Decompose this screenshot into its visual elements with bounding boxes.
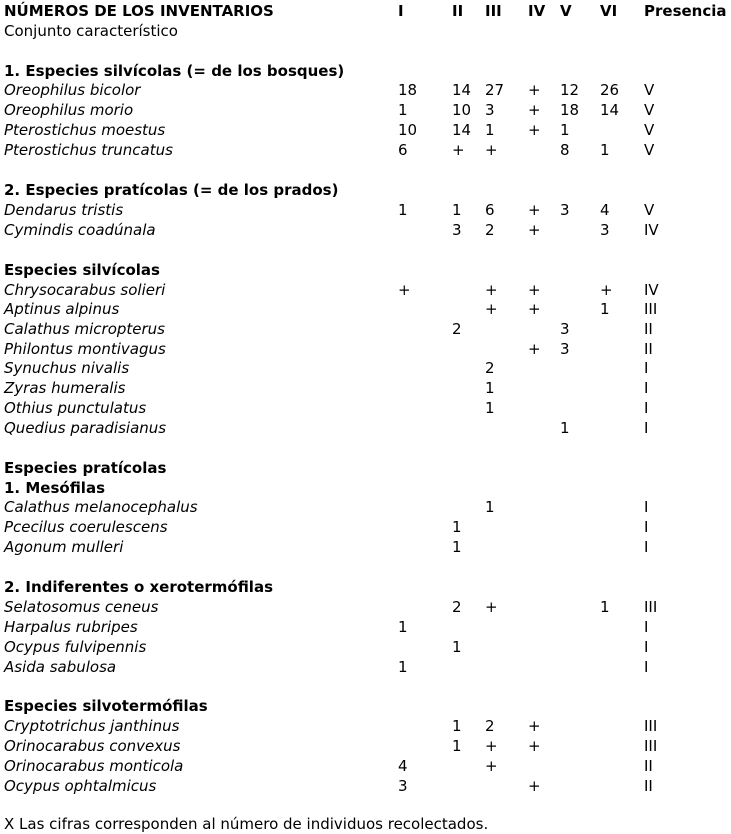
species-name: Synuchus nivalis: [4, 359, 130, 377]
table-row: [0, 378, 731, 398]
cell-col-iii: 2: [485, 717, 495, 735]
cell-col-iv: +: [528, 281, 541, 299]
cell-col-v: 1: [560, 121, 570, 139]
cell-col-vi: 1: [600, 598, 610, 616]
cell-col-v: 3: [560, 201, 570, 219]
cell-col-ii: 1: [452, 201, 462, 219]
header-col-presencia: Presencia: [644, 2, 727, 20]
species-name: Asida sabulosa: [4, 658, 117, 676]
cell-col-v: 8: [560, 141, 570, 159]
cell-col-i: 1: [398, 101, 408, 119]
heading-text: 1. Especies silvícolas (= de los bosques): [4, 62, 345, 80]
cell-col-presencia: III: [644, 717, 658, 735]
heading-text: Conjunto característico: [4, 22, 178, 40]
cell-col-iii: +: [485, 737, 498, 755]
species-name: Pcecilus coerulescens: [4, 518, 168, 536]
heading-text: Especies silvícolas: [4, 261, 160, 279]
heading-text: Especies pratícolas: [4, 459, 167, 477]
species-name: Philontus montivagus: [4, 340, 166, 358]
table-row: [0, 537, 731, 557]
cell-col-ii: 14: [452, 81, 472, 99]
table-row: [0, 617, 731, 637]
cell-col-ii: 10: [452, 101, 472, 119]
cell-col-iii: +: [485, 598, 498, 616]
table-row: [0, 517, 731, 537]
cell-col-iii: +: [485, 300, 498, 318]
table-row: [0, 776, 731, 796]
species-name: Calathus micropterus: [4, 320, 165, 338]
table-row: [0, 736, 731, 756]
cell-col-presencia: V: [644, 201, 655, 219]
cell-col-presencia: I: [644, 538, 649, 556]
species-name: Ocypus ophtalmicus: [4, 777, 157, 795]
header-col-iv: IV: [528, 2, 546, 20]
cell-col-i: 1: [398, 658, 408, 676]
cell-col-presencia: I: [644, 638, 649, 656]
heading-text: 2. Indiferentes o xerotermófilas: [4, 578, 274, 596]
species-name: Pterostichus moestus: [4, 121, 166, 139]
heading-text: 2. Especies pratícolas (= de los prados): [4, 181, 339, 199]
cell-col-presencia: II: [644, 340, 653, 358]
cell-col-ii: 1: [452, 717, 462, 735]
heading-text: Especies silvotermófilas: [4, 697, 208, 715]
cell-col-i: 6: [398, 141, 408, 159]
cell-col-iii: 6: [485, 201, 495, 219]
table-row: [0, 358, 731, 378]
cell-col-presencia: V: [644, 101, 655, 119]
cell-col-iii: +: [485, 281, 498, 299]
cell-col-presencia: I: [644, 498, 649, 516]
species-name: Zyras humeralis: [4, 379, 126, 397]
header-title: NÚMEROS DE LOS INVENTARIOS: [4, 2, 274, 20]
section-heading: [0, 478, 731, 498]
species-name: Chrysocarabus solieri: [4, 281, 166, 299]
cell-col-presencia: III: [644, 737, 658, 755]
table-row: [0, 398, 731, 418]
cell-col-iii: 27: [485, 81, 505, 99]
cell-col-v: 3: [560, 320, 570, 338]
species-name: Oreophilus bicolor: [4, 81, 141, 99]
cell-col-vi: +: [600, 281, 613, 299]
cell-col-ii: 1: [452, 737, 462, 755]
cell-col-ii: 14: [452, 121, 472, 139]
cell-col-vi: 1: [600, 141, 610, 159]
cell-col-presencia: I: [644, 379, 649, 397]
cell-col-presencia: IV: [644, 281, 659, 299]
species-name: Quedius paradisianus: [4, 419, 167, 437]
table-row: [0, 100, 731, 120]
cell-col-presencia: II: [644, 777, 653, 795]
cell-col-presencia: I: [644, 618, 649, 636]
cell-col-ii: 1: [452, 518, 462, 536]
cell-col-ii: 2: [452, 598, 462, 616]
species-name: Agonum mulleri: [4, 538, 124, 556]
table-row: [0, 280, 731, 300]
species-name: Orinocarabus convexus: [4, 737, 181, 755]
cell-col-i: +: [398, 281, 411, 299]
table-row: [0, 597, 731, 617]
cell-col-v: 12: [560, 81, 580, 99]
header-col-v: V: [560, 2, 572, 20]
species-name: Calathus melanocephalus: [4, 498, 198, 516]
cell-col-iii: 1: [485, 121, 495, 139]
cell-col-presencia: I: [644, 359, 649, 377]
species-name: Cymindis coadúnala: [4, 221, 156, 239]
cell-col-ii: 2: [452, 320, 462, 338]
species-name: Ocypus fulvipennis: [4, 638, 147, 656]
cell-col-presencia: V: [644, 141, 655, 159]
table-row: [0, 299, 731, 319]
cell-col-vi: 14: [600, 101, 620, 119]
species-name: Cryptotrichus janthinus: [4, 717, 180, 735]
section-heading: [0, 458, 731, 478]
cell-col-iii: +: [485, 757, 498, 775]
species-name: Aptinus alpinus: [4, 300, 120, 318]
cell-col-i: 4: [398, 757, 408, 775]
cell-col-ii: 1: [452, 638, 462, 656]
cell-col-presencia: I: [644, 399, 649, 417]
table-row: [0, 120, 731, 140]
table-row: [0, 756, 731, 776]
cell-col-iv: +: [528, 737, 541, 755]
section-heading: [0, 260, 731, 280]
cell-col-ii: 3: [452, 221, 462, 239]
cell-col-ii: +: [452, 141, 465, 159]
species-name: Othius punctulatus: [4, 399, 147, 417]
species-name: Selatosomus ceneus: [4, 598, 159, 616]
section-heading: [0, 180, 731, 200]
cell-col-iii: 3: [485, 101, 495, 119]
species-name: Harpalus rubripes: [4, 618, 138, 636]
table-row: [0, 716, 731, 736]
cell-col-iv: +: [528, 81, 541, 99]
cell-col-presencia: III: [644, 300, 658, 318]
cell-col-presencia: I: [644, 518, 649, 536]
cell-col-v: 3: [560, 340, 570, 358]
cell-col-iv: +: [528, 300, 541, 318]
cell-col-vi: 4: [600, 201, 610, 219]
heading-text: 1. Mesófilas: [4, 479, 106, 497]
species-name: Orinocarabus monticola: [4, 757, 184, 775]
header-col-i: I: [398, 2, 404, 20]
cell-col-i: 3: [398, 777, 408, 795]
table-row: [0, 200, 731, 220]
section-heading: [0, 577, 731, 597]
cell-col-vi: 1: [600, 300, 610, 318]
cell-col-iii: 2: [485, 359, 495, 377]
cell-col-iii: 2: [485, 221, 495, 239]
cell-col-vi: 3: [600, 221, 610, 239]
subheading: [0, 21, 731, 41]
cell-col-presencia: IV: [644, 221, 659, 239]
table-row: [0, 319, 731, 339]
cell-col-v: 1: [560, 419, 570, 437]
cell-col-presencia: II: [644, 320, 653, 338]
table-row: [0, 657, 731, 677]
cell-col-iii: 1: [485, 379, 495, 397]
species-name: Pterostichus truncatus: [4, 141, 173, 159]
footnote: X Las cifras corresponden al número de individuos recolectados.: [4, 815, 489, 833]
cell-col-iv: +: [528, 777, 541, 795]
species-name: Dendarus tristis: [4, 201, 124, 219]
header-col-iii: III: [485, 2, 502, 20]
cell-col-iii: +: [485, 141, 498, 159]
table-row: [0, 140, 731, 160]
section-heading: [0, 61, 731, 81]
cell-col-iii: 1: [485, 399, 495, 417]
cell-col-i: 1: [398, 201, 408, 219]
cell-col-presencia: I: [644, 658, 649, 676]
header-col-vi: VI: [600, 2, 618, 20]
cell-col-presencia: V: [644, 121, 655, 139]
table-row: [0, 339, 731, 359]
cell-col-iv: +: [528, 717, 541, 735]
table-row: [0, 220, 731, 240]
cell-col-iii: 1: [485, 498, 495, 516]
species-name: Oreophilus morio: [4, 101, 134, 119]
cell-col-presencia: III: [644, 598, 658, 616]
cell-col-i: 10: [398, 121, 418, 139]
cell-col-iv: +: [528, 340, 541, 358]
cell-col-vi: 26: [600, 81, 620, 99]
cell-col-presencia: V: [644, 81, 655, 99]
table-row: [0, 497, 731, 517]
table-row: [0, 637, 731, 657]
table-header: [0, 1, 731, 21]
cell-col-i: 1: [398, 618, 408, 636]
cell-col-ii: 1: [452, 538, 462, 556]
cell-col-iv: +: [528, 201, 541, 219]
cell-col-presencia: II: [644, 757, 653, 775]
cell-col-iv: +: [528, 221, 541, 239]
table-row: [0, 418, 731, 438]
table-row: [0, 80, 731, 100]
section-heading: [0, 696, 731, 716]
cell-col-v: 18: [560, 101, 580, 119]
header-col-ii: II: [452, 2, 464, 20]
cell-col-presencia: I: [644, 419, 649, 437]
cell-col-iv: +: [528, 121, 541, 139]
cell-col-i: 18: [398, 81, 418, 99]
cell-col-iv: +: [528, 101, 541, 119]
